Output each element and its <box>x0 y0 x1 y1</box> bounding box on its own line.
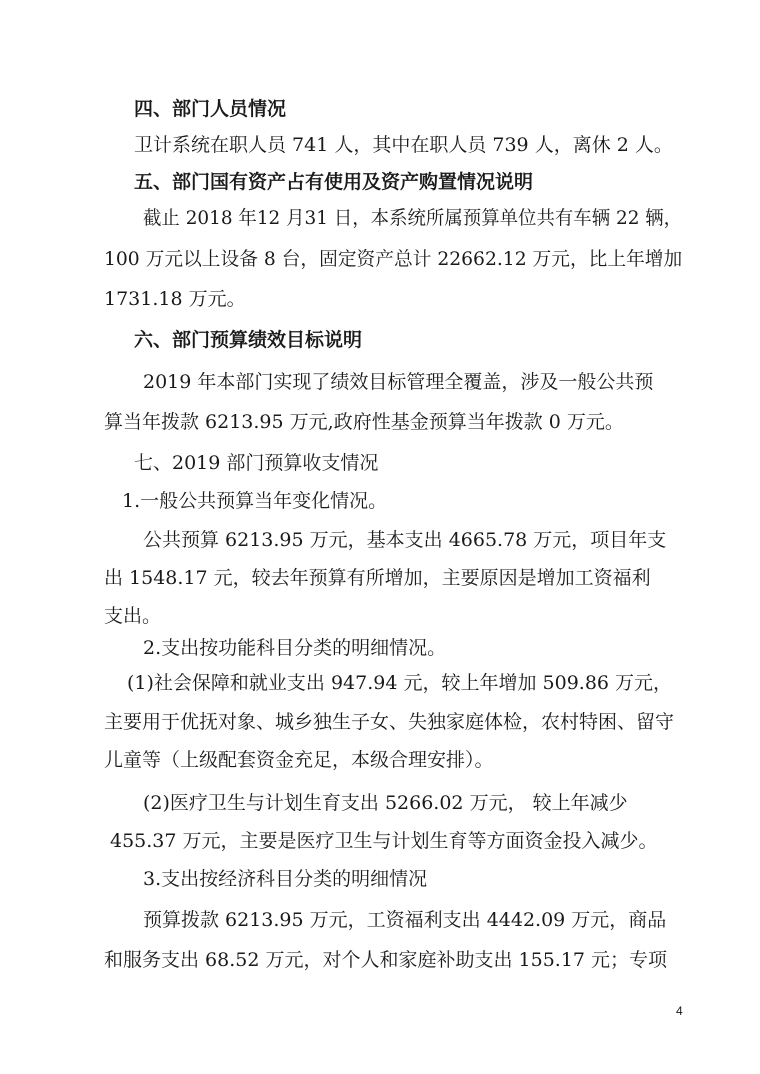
paragraph-line: (1)社会保障和就业支出 947.94 元，较上年增加 509.86 万元， <box>127 672 673 694</box>
paragraph-line: 出 1548.17 元，较去年预算有所增加，主要原因是增加工资福利 <box>104 567 651 589</box>
heading-personnel: 四、部门人员情况 <box>134 98 287 120</box>
page-number: 4 <box>676 1004 683 1018</box>
paragraph-line: 儿童等（上级配套资金充足，本级合理安排）。 <box>104 749 494 771</box>
paragraph-line: (2)医疗卫生与计划生育支出 5266.02 万元， 较上年减少 <box>143 792 628 814</box>
paragraph-line: 支出。 <box>104 605 162 627</box>
paragraph-line: 公共预算 6213.95 万元，基本支出 4665.78 万元，项目年支 <box>143 529 667 551</box>
paragraph-line: 455.37 万元，主要是医疗卫生与计划生育等方面资金投入减少。 <box>110 830 658 852</box>
heading-assets: 五、部门国有资产占有使用及资产购置情况说明 <box>134 171 534 193</box>
paragraph-line: 主要用于优抚对象、城乡独生子女、失独家庭体检，农村特困、留守 <box>104 711 675 733</box>
paragraph-line: 100 万元以上设备 8 台，固定资产总计 22662.12 万元，比上年增加 <box>104 248 683 270</box>
subheading-line: 3.支出按经济科目分类的明细情况 <box>143 868 428 890</box>
paragraph-line: 预算拨款 6213.95 万元，工资福利支出 4442.09 万元，商品 <box>143 909 667 931</box>
subheading-line: 2.支出按功能科目分类的明细情况。 <box>143 637 447 659</box>
paragraph-line: 截止 2018 年12 月31 日，本系统所属预算单位共有车辆 22 辆， <box>143 207 683 229</box>
heading-budget: 七、2019 部门预算收支情况 <box>134 452 379 474</box>
paragraph-line: 和服务支出 68.52 万元，对个人和家庭补助支出 155.17 元；专项 <box>104 949 668 971</box>
paragraph-line: 2019 年本部门实现了绩效目标管理全覆盖，涉及一般公共预 <box>143 371 654 393</box>
heading-performance: 六、部门预算绩效目标说明 <box>134 329 363 351</box>
paragraph-line: 算当年拨款 6213.95 万元,政府性基金预算当年拨款 0 万元。 <box>104 411 624 433</box>
paragraph-line: 1731.18 万元。 <box>104 288 246 310</box>
paragraph-line: 卫计系统在职人员 741 人，其中在职人员 739 人，离休 2 人。 <box>134 134 673 156</box>
subheading-line: 1.一般公共预算当年变化情况。 <box>122 490 388 512</box>
